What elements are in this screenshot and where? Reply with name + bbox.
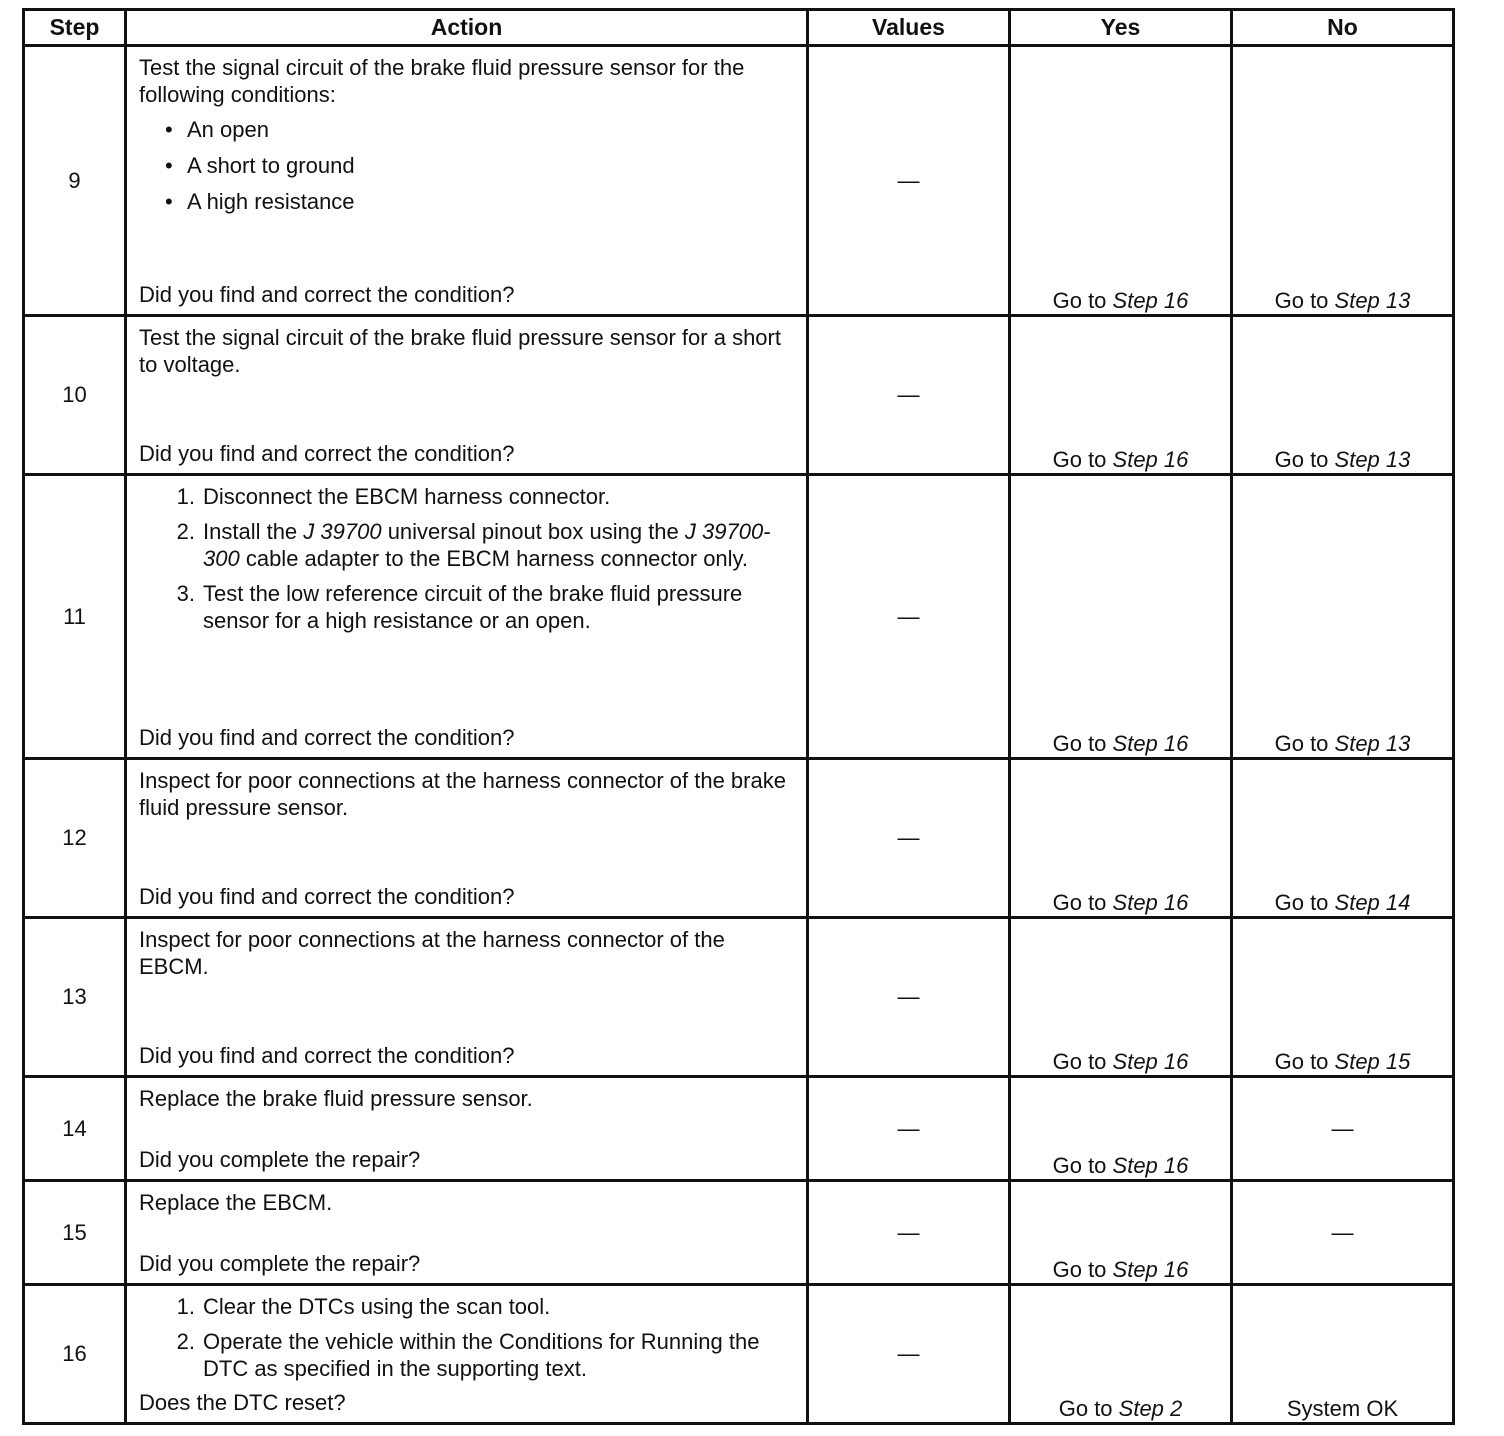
header-values: Values — [808, 10, 1010, 46]
step-number: 12 — [24, 759, 126, 918]
header-no: No — [1232, 10, 1454, 46]
list-item: • An open — [165, 116, 796, 143]
tool-reference: J 39700-300 — [203, 519, 771, 571]
header-yes: Yes — [1010, 10, 1232, 46]
list-item — [139, 483, 796, 510]
step-number: 9 — [24, 46, 126, 316]
step-number: 15 — [24, 1181, 126, 1285]
yes-prefix: Go to — [1052, 447, 1113, 472]
no-prefix: Go to — [1274, 1049, 1335, 1074]
action-question: Did you find and correct the condition? — [139, 1043, 515, 1068]
list-item — [139, 518, 796, 572]
action-cell — [126, 475, 808, 759]
action-text: Inspect for poor connections at the harness connector of the brake fluid pressure sensor. — [139, 768, 786, 820]
item-text: Operate the vehicle within the Conditions for Running the DTC as specified in the supporting text. — [203, 1329, 760, 1381]
list-item — [139, 580, 796, 634]
yes-step-link[interactable]: Step 16 — [1112, 447, 1189, 472]
step-number: 14 — [24, 1077, 126, 1181]
diagnostic-table — [22, 8, 1455, 1425]
yes-step-link[interactable]: Step 16 — [1112, 288, 1189, 313]
no-step-link[interactable]: Step 15 — [1334, 1049, 1411, 1074]
step-number: 16 — [24, 1285, 126, 1424]
values-cell: — — [808, 1077, 1010, 1181]
action-question: Did you find and correct the condition? — [139, 884, 515, 909]
table-row — [24, 918, 1454, 1077]
list-item: • A short to ground — [165, 152, 796, 179]
item-number: 2. — [176, 519, 195, 544]
action-text: Replace the EBCM. — [139, 1190, 333, 1215]
list-item — [139, 1328, 796, 1382]
list-item: • A high resistance — [165, 188, 796, 215]
action-cell — [126, 918, 808, 1077]
action-question: Did you complete the repair? — [139, 1147, 421, 1172]
action-cell — [126, 1285, 808, 1424]
action-cell — [126, 316, 808, 475]
yes-step-link[interactable]: Step 16 — [1112, 1257, 1189, 1282]
yes-step-link[interactable]: Step 16 — [1112, 1049, 1189, 1074]
yes-step-link[interactable]: Step 16 — [1112, 890, 1189, 915]
values-cell: — — [808, 475, 1010, 759]
no-step-link[interactable]: Step 14 — [1334, 890, 1411, 915]
table-row — [24, 475, 1454, 759]
yes-cell — [1010, 1285, 1232, 1424]
no-cell: — — [1232, 1077, 1454, 1181]
values-cell: — — [808, 759, 1010, 918]
values-cell: — — [808, 918, 1010, 1077]
yes-step-link[interactable]: Step 16 — [1112, 1153, 1189, 1178]
action-cell — [126, 759, 808, 918]
step-number: 11 — [24, 475, 126, 759]
action-cell — [126, 1077, 808, 1181]
condition-list — [139, 116, 796, 215]
values-cell: — — [808, 46, 1010, 316]
item-text: Disconnect the EBCM harness connector. — [203, 484, 611, 509]
values-cell: — — [808, 316, 1010, 475]
header-row — [24, 10, 1454, 46]
action-question: Does the DTC reset? — [139, 1390, 346, 1415]
list-item — [139, 1293, 796, 1320]
yes-cell — [1010, 1181, 1232, 1285]
procedure-list — [139, 483, 796, 634]
action-cell — [126, 46, 808, 316]
item-text: Clear the DTCs using the scan tool. — [203, 1294, 551, 1319]
no-cell: System OK — [1232, 1285, 1454, 1424]
no-cell — [1232, 759, 1454, 918]
yes-cell — [1010, 1077, 1232, 1181]
item-number: 1. — [176, 484, 195, 509]
action-question: Did you find and correct the condition? — [139, 282, 515, 307]
yes-cell — [1010, 918, 1232, 1077]
yes-prefix: Go to — [1052, 288, 1113, 313]
values-cell: — — [808, 1181, 1010, 1285]
yes-prefix: Go to — [1052, 1257, 1113, 1282]
yes-prefix: Go to — [1052, 890, 1113, 915]
no-prefix: Go to — [1274, 447, 1335, 472]
no-prefix: Go to — [1274, 731, 1335, 756]
step-number: 13 — [24, 918, 126, 1077]
action-text: Inspect for poor connections at the harness connector of the EBCM. — [139, 927, 725, 979]
no-cell — [1232, 918, 1454, 1077]
action-text: Replace the brake fluid pressure sensor. — [139, 1086, 533, 1111]
table-row — [24, 1077, 1454, 1181]
no-prefix: Go to — [1274, 890, 1335, 915]
item-text: Install the J 39700 universal pinout box using the J 39700-300 cable adapter to the EBCM harness connector only. — [203, 519, 771, 571]
item-number: 1. — [176, 1294, 195, 1319]
yes-cell — [1010, 46, 1232, 316]
table-row — [24, 316, 1454, 475]
no-prefix: Go to — [1274, 288, 1335, 313]
values-cell: — — [808, 1285, 1010, 1424]
item-number: 2. — [176, 1329, 195, 1354]
no-cell: — — [1232, 1181, 1454, 1285]
action-text: Test the signal circuit of the brake fluid pressure sensor for a short to voltage. — [139, 325, 781, 377]
header-step: Step — [24, 10, 126, 46]
action-question: Did you find and correct the condition? — [139, 725, 515, 750]
table-row — [24, 1181, 1454, 1285]
tool-reference: J 39700 — [303, 519, 382, 544]
no-cell — [1232, 475, 1454, 759]
yes-step-link[interactable]: Step 16 — [1112, 731, 1189, 756]
item-text: Test the low reference circuit of the brake fluid pressure sensor for a high resistance or an open. — [203, 581, 743, 633]
procedure-list — [139, 1293, 796, 1382]
yes-cell — [1010, 475, 1232, 759]
yes-prefix: Go to — [1058, 1396, 1119, 1421]
header-action: Action — [126, 10, 808, 46]
no-step-link[interactable]: Step 13 — [1334, 288, 1411, 313]
action-cell — [126, 1181, 808, 1285]
yes-step-link[interactable]: Step 2 — [1118, 1396, 1183, 1421]
yes-cell — [1010, 759, 1232, 918]
item-number: 3. — [176, 581, 195, 606]
no-step-link[interactable]: Step 13 — [1334, 447, 1411, 472]
yes-cell — [1010, 316, 1232, 475]
no-cell — [1232, 316, 1454, 475]
table-row — [24, 1285, 1454, 1424]
action-question: Did you find and correct the condition? — [139, 441, 515, 466]
action-text: Test the signal circuit of the brake fluid pressure sensor for the following conditions: — [139, 55, 745, 107]
table-row — [24, 759, 1454, 918]
action-question: Did you complete the repair? — [139, 1251, 421, 1276]
yes-prefix: Go to — [1052, 731, 1113, 756]
no-step-link[interactable]: Step 13 — [1334, 731, 1411, 756]
no-cell — [1232, 46, 1454, 316]
step-number: 10 — [24, 316, 126, 475]
yes-prefix: Go to — [1052, 1153, 1113, 1178]
table-row — [24, 46, 1454, 316]
yes-prefix: Go to — [1052, 1049, 1113, 1074]
